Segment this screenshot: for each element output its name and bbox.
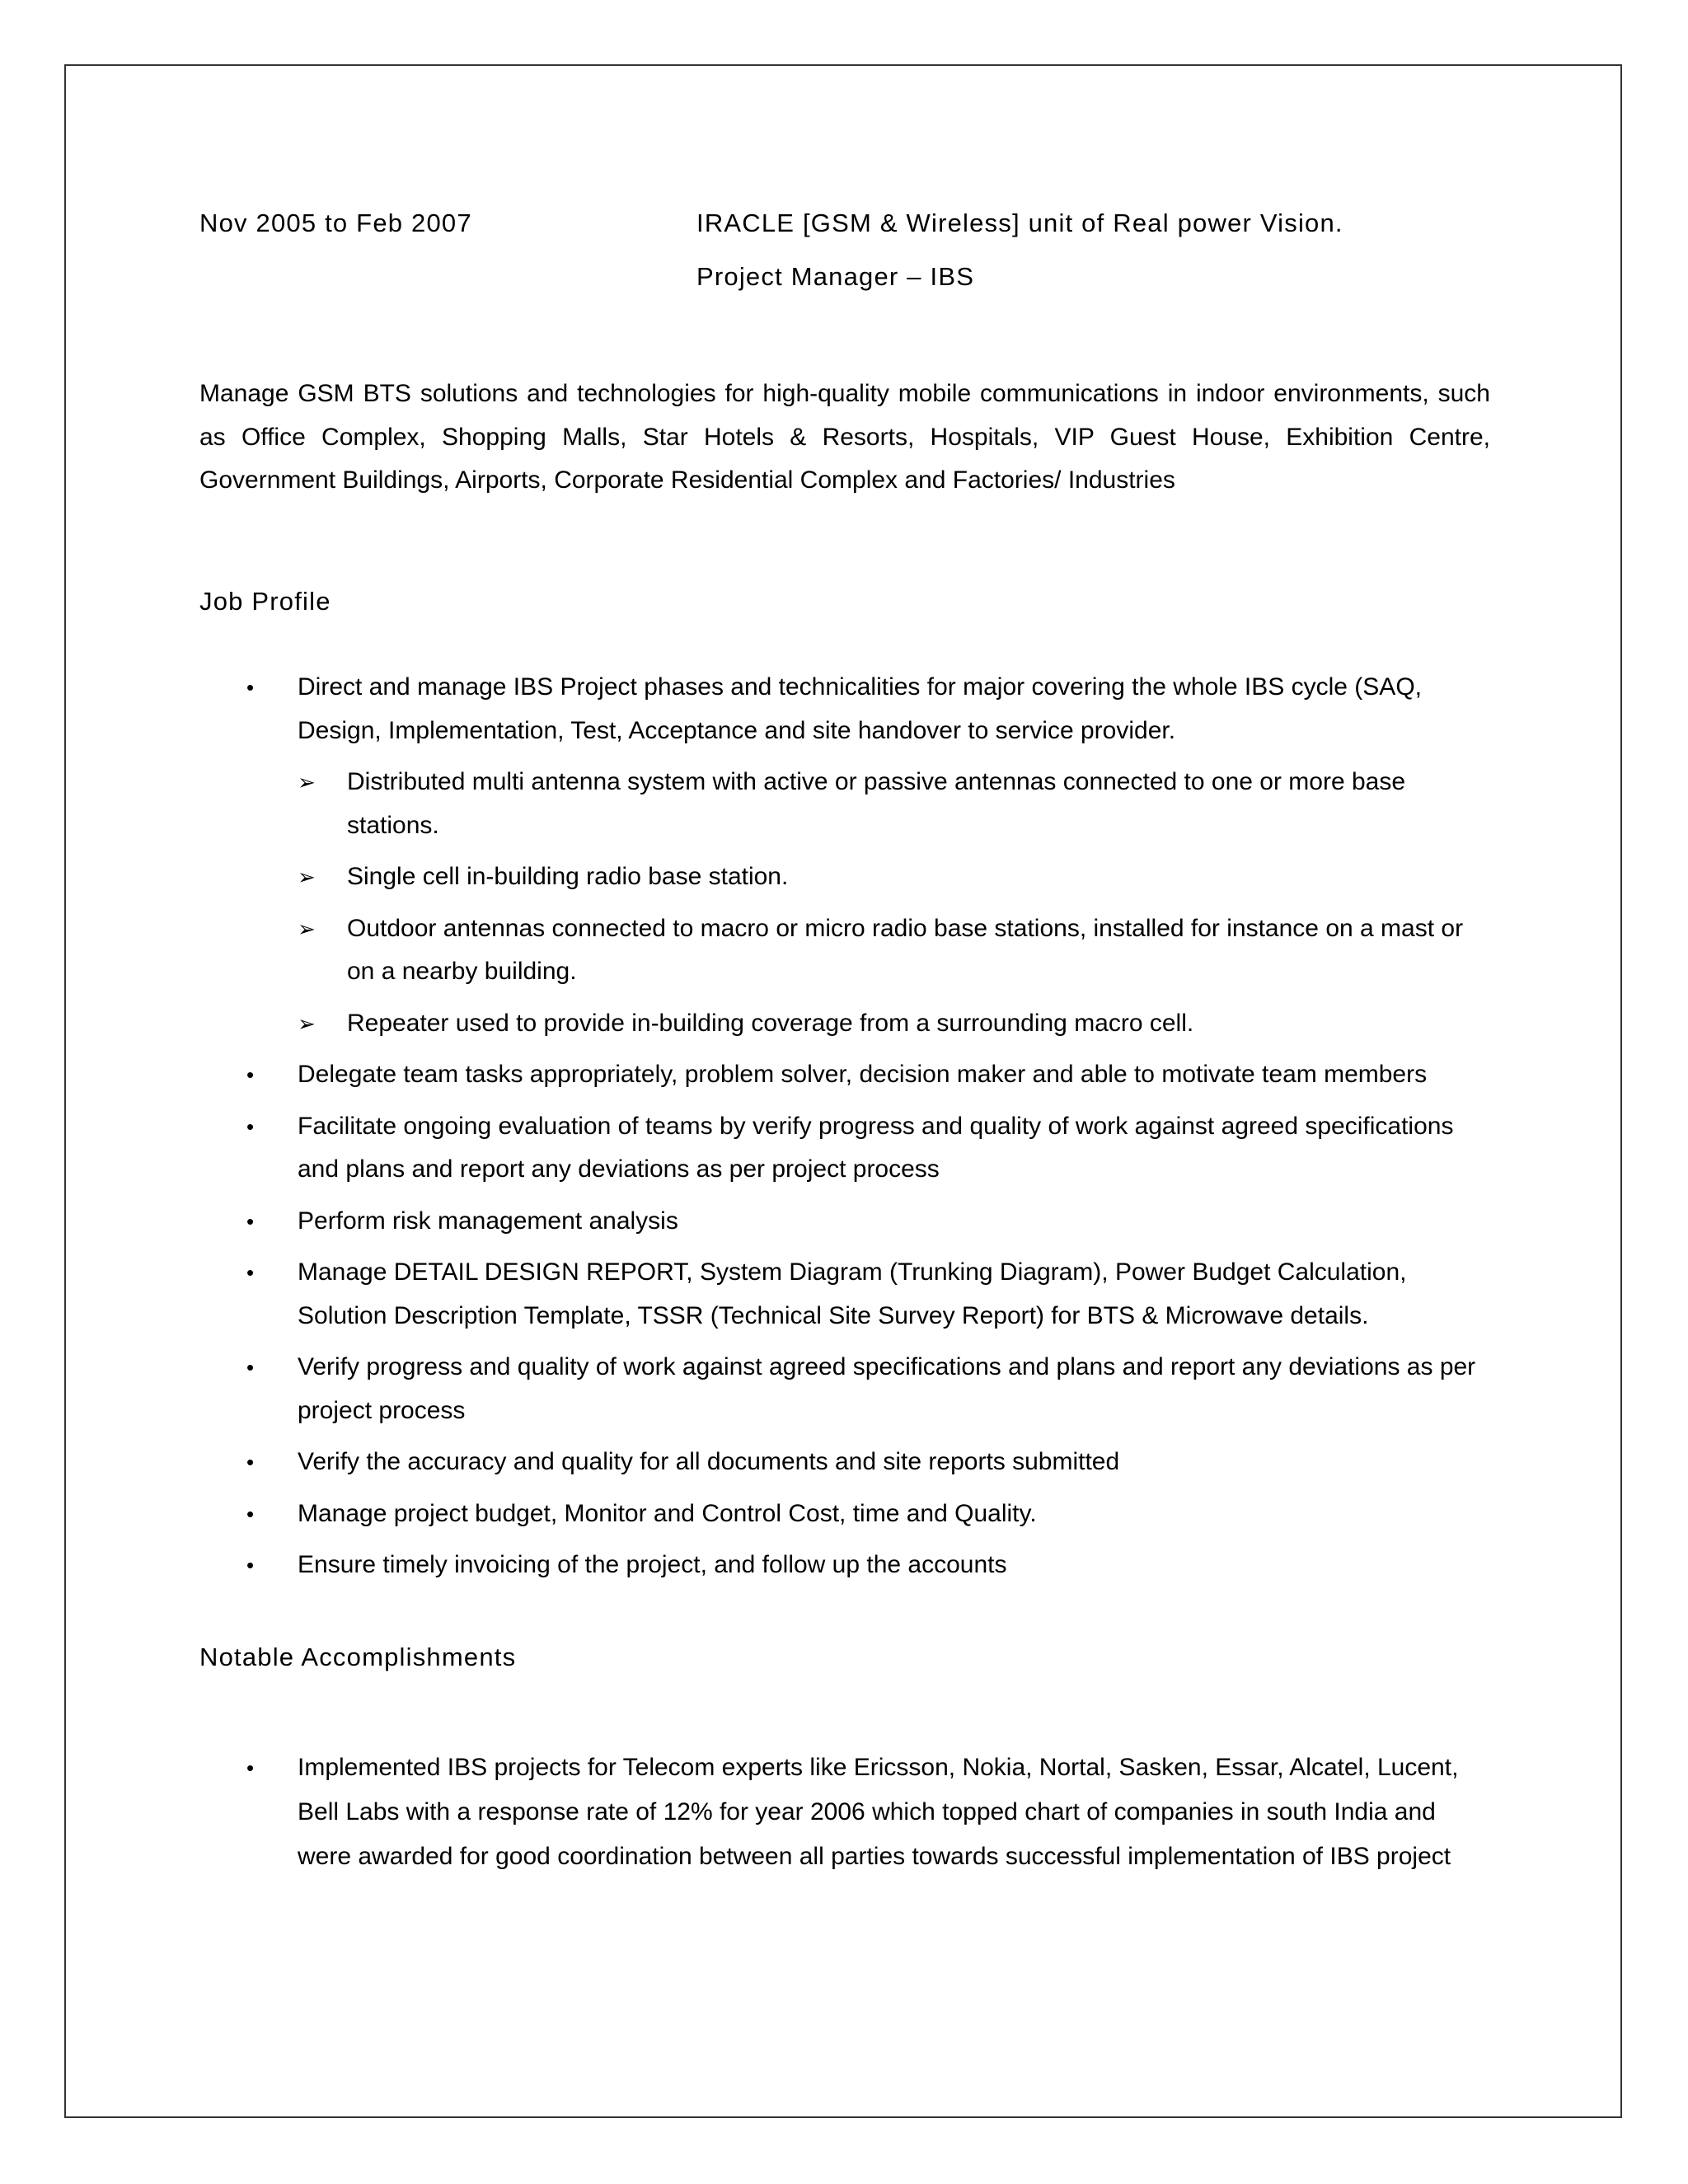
job-title: Project Manager – IBS [696,262,975,291]
arrow-bullet-icon: ➢ [298,916,316,941]
job-profile-item [199,1053,1490,1097]
job-profile-item-text: Direct and manage IBS Project phases and technicalities for major covering the whole IBS cycle (SAQ, Design, Implementation, Test, Acceptance and site handover to service provider. [298,673,1422,744]
bullet-icon: • [246,1501,255,1526]
job-profile-item [199,1200,1490,1244]
employment-period: Nov 2005 to Feb 2007 [199,209,472,237]
bullet-icon: • [246,1553,255,1577]
job-profile-item [199,666,1490,1045]
arrow-bullet-icon: ➢ [298,770,316,794]
job-profile-sub-item-text: Single cell in-building radio base station. [347,863,789,890]
job-summary: Manage GSM BTS solutions and technologies for high-quality mobile communications in indoor environments, such as Office Complex, Shopping Malls, Star Hotels & Resorts, Hospitals, VIP Guest House, Exhibition Centre, Government Buildings, Airports, Corporate Residential Complex and Factories/ Industries [199,380,1490,494]
job-profile-item-text: Facilitate ongoing evaluation of teams by verify progress and quality of work against agreed specifications and plans and report any deviations as per project process [298,1112,1454,1183]
job-profile-sub-item [298,855,1490,899]
bullet-icon: • [246,1755,255,1780]
accomplishment-item-text: Implemented IBS projects for Telecom experts like Ericsson, Nokia, Nortal, Sasken, Essar, Alcatel, Lucent, Bell Labs with a response rate of 12% for year 2006 which topped chart of companies in south India and were awarded for good coordination between all parties towards successful implementation of IBS project [298,1754,1459,1870]
job-profile-item-text: Manage project budget, Monitor and Control Cost, time and Quality. [298,1499,1037,1527]
job-profile-item [199,1105,1490,1192]
job-profile-sub-item [298,907,1490,994]
job-profile-sub-item [298,761,1490,847]
bullet-icon: • [246,675,255,700]
arrow-bullet-icon: ➢ [298,865,316,889]
job-profile-list [199,666,1490,1596]
job-profile-item-text: Verify the accuracy and quality for all documents and site reports submitted [298,1448,1120,1475]
job-profile-item-text: Perform risk management analysis [298,1207,678,1235]
bullet-icon: • [246,1208,255,1234]
bullet-icon: • [246,1260,255,1285]
job-profile-sub-item [298,1002,1490,1046]
job-profile-item [199,1441,1490,1484]
accomplishments-list [199,1746,1490,1887]
job-profile-sub-list [298,761,1490,1045]
accomplishment-item [199,1746,1490,1879]
bullet-icon: • [246,1450,255,1474]
company-name: IRACLE [GSM & Wireless] unit of Real power Vision. [696,209,1343,237]
job-profile-sub-item-text: Outdoor antennas connected to macro or micro radio base stations, installed for instance on a mast or on a nearby building. [347,914,1464,985]
job-profile-item-text: Delegate team tasks appropriately, problem solver, decision maker and able to motivate team members [298,1061,1428,1088]
job-profile-item-text: Manage DETAIL DESIGN REPORT, System Diagram (Trunking Diagram), Power Budget Calculation, Solution Description Template, TSSR (Technical Site Survey Report) for BTS & Microwave details. [298,1258,1407,1329]
arrow-bullet-icon: ➢ [298,1010,316,1036]
job-profile-item [199,1251,1490,1338]
job-profile-heading: Job Profile [199,587,331,616]
job-profile-item [199,1544,1490,1587]
accomplishments-heading: Notable Accomplishments [199,1643,517,1671]
bullet-icon: • [246,1113,255,1139]
bullet-icon: • [246,1062,255,1087]
job-profile-item-text: Verify progress and quality of work against agreed specifications and plans and report any deviations as per project process [298,1353,1476,1424]
job-profile-item [199,1493,1490,1536]
job-profile-item [199,1346,1490,1432]
job-profile-sub-item-text: Distributed multi antenna system with active or passive antennas connected to one or more base stations. [347,768,1406,839]
bullet-icon: • [246,1355,255,1380]
job-profile-sub-item-text: Repeater used to provide in-building coverage from a surrounding macro cell. [347,1009,1194,1037]
job-profile-item-text: Ensure timely invoicing of the project, and follow up the accounts [298,1551,1007,1578]
